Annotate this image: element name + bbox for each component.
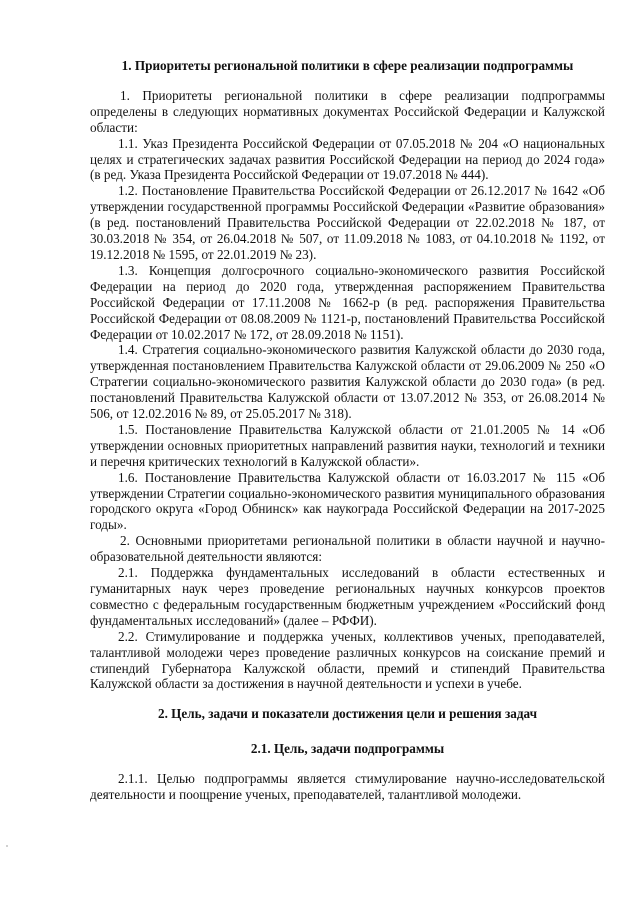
paragraph-2: 2. Основными приоритетами региональной политики в области научной и научно-образовательной деятельности являются: [90, 533, 605, 565]
paragraph-1: 1. Приоритеты региональной политики в сфере реализации подпрограммы определены в следующих нормативных документах Российской Федерации и Калужской области: [90, 87, 605, 135]
paragraph-1-4: 1.4. Стратегия социально-экономического развития Калужской области до 2030 года, утвержденная постановлением Правительства Калужской области от 29.06.2009 № 250 «О Стратегии социально-экономического развития Калужской области до 2030 года» (в ред. постановлений Правительства Калужской области от 13.07.2012 № 353, от 26.08.2014 № 506, от 12.02.2016 № 89, от 25.05.2017 № 318). [90, 342, 605, 422]
paragraph-1-6: 1.6. Постановление Правительства Калужской области от 16.03.2017 № 115 «Об утверждении Стратегии социально-экономического развития муниципального образования городского округа «Город Обнинск» как наукограда Российской Федерации на 2017-2025 годы». [90, 469, 605, 533]
paragraph-1-1: 1.1. Указ Президента Российской Федерации от 07.05.2018 № 204 «О национальных целях и стратегических задачах развития Российской Федерации на период до 2024 года» (в ред. Указа Президента Российской Федерации от 19.07.2018 № 444). [90, 135, 605, 183]
section-2-heading: 2. Цель, задачи и показатели достижения цели и решения задач [157, 706, 538, 722]
paragraph-1-2: 1.2. Постановление Правительства Российской Федерации от 26.12.2017 № 1642 «Об утверждении государственной программы Российской Федерации «Развитие образования» (в ред. постановлений Правительства Российской Федерации от 22.02.2018 № 187, от 30.03.2018 № 354, от 26.04.2018 № 507, от 11.09.2018 № 1083, от 04.10.2018 № 1192, от 19.12.2018 № 1595, от 22.01.2019 № 23). [90, 183, 605, 262]
paragraph-2-2: 2.2. Стимулирование и поддержка ученых, коллективов ученых, преподавателей, талантливой молодежи через проведение различных конкурсов на соискание премий и стипендий Губернатора Калужской области, премий и стипендий Правительства Калужской области за достижения в научной деятельности и успехи в учебе. [90, 628, 605, 692]
section-2-1-heading: 2.1. Цель, задачи подпрограммы [250, 741, 445, 757]
paragraph-1-5: 1.5. Постановление Правительства Калужской области от 21.01.2005 № 14 «Об утверждении основных приоритетных направлений развития науки, технологий и техники и перечня критических технологий в Калужской области». [90, 421, 605, 469]
document-page [90, 58, 605, 803]
scan-speck [6, 845, 8, 847]
paragraph-1-3: 1.3. Концепция долгосрочного социально-экономического развития Российской Федерации на период до 2020 года, утвержденная распоряжением Правительства Российской Федерации от 17.11.2008 № 1662-р (в ред. распоряжения Правительства Российской Федерации от 08.08.2009 № 1121-р, постановлений Правительства Российской Федерации от 10.02.2017 № 172, от 28.09.2018 № 1151). [90, 262, 605, 342]
section-1-heading: 1. Приоритеты региональной политики в сфере реализации подпрограммы [121, 58, 574, 73]
paragraph-2-1-1: 2.1.1. Целью подпрограммы является стимулирование научно-исследовательской деятельности и поощрение ученых, преподавателей, талантливой молодежи. [90, 771, 605, 803]
paragraph-2-1: 2.1. Поддержка фундаментальных исследований в области естественных и гуманитарных наук через проведение региональных научных конкурсов проектов совместно с федеральным государственным бюджетным учреждением «Российский фонд фундаментальных исследований» (далее – РФФИ). [90, 565, 605, 628]
